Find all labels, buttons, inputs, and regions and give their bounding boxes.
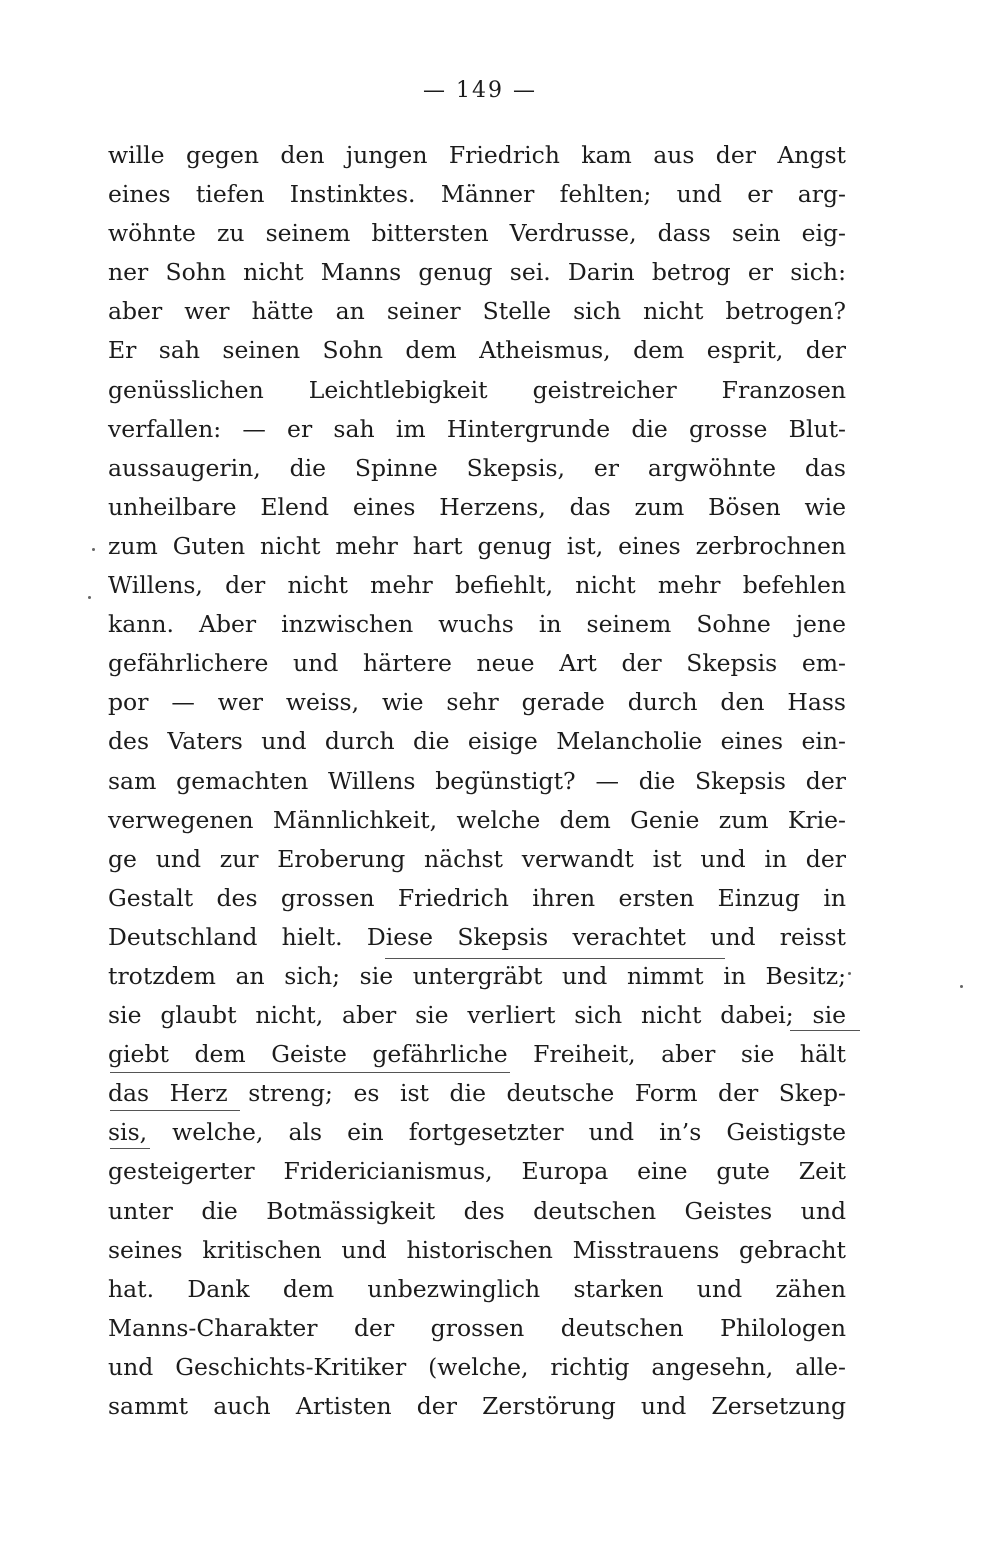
pencil-dot-mark xyxy=(960,985,963,988)
text-line: Deutschland hielt. Diese Skepsis verachtet und reisst xyxy=(108,922,846,951)
text-line: das Herz streng; es ist die deutsche Form der Skep- xyxy=(108,1079,846,1108)
text-line: eines tiefen Instinktes. Männer fehlten; und er arg- xyxy=(108,180,846,209)
text-line: des Vaters und durch die eisige Melancholie eines ein- xyxy=(108,727,846,756)
pencil-dot-mark xyxy=(848,972,851,975)
text-line: verfallen: — er sah im Hintergrunde die grosse Blut- xyxy=(108,414,846,443)
text-line: Gestalt des grossen Friedrich ihren ersten Einzug in xyxy=(108,883,846,912)
text-line: wöhnte zu seinem bittersten Verdrusse, dass sein eig- xyxy=(108,219,846,248)
text-line: hat. Dank dem unbezwinglich starken und zähen xyxy=(108,1274,846,1303)
text-line: unheilbare Elend eines Herzens, das zum Bösen wie xyxy=(108,492,846,521)
pencil-underline-mark xyxy=(110,1110,240,1111)
text-line: verwegenen Männlichkeit, welche dem Genie zum Krie- xyxy=(108,805,846,834)
text-line: ge und zur Eroberung nächst verwandt ist und in der xyxy=(108,844,846,873)
text-line: zum Guten nicht mehr hart genug ist, eines zerbrochnen xyxy=(108,531,846,560)
pencil-underline-mark xyxy=(110,1072,510,1073)
text-line: trotzdem an sich; sie untergräbt und nimmt in Besitz; xyxy=(108,961,846,990)
pencil-dot-mark xyxy=(92,548,95,551)
pencil-underline-mark xyxy=(110,1148,150,1149)
text-line: Willens, der nicht mehr befiehlt, nicht mehr befehlen xyxy=(108,571,846,600)
page-number: — 149 — xyxy=(423,78,537,103)
text-line: Manns-Charakter der grossen deutschen Philologen xyxy=(108,1313,846,1342)
text-line: sam gemachten Willens begünstigt? — die Skepsis der xyxy=(108,766,846,795)
body-text xyxy=(108,136,846,1426)
text-line: ner Sohn nicht Manns genug sei. Darin betrog er sich: xyxy=(108,258,846,287)
text-line: por — wer weiss, wie sehr gerade durch den Hass xyxy=(108,688,846,717)
text-line: und Geschichts-Kritiker (welche, richtig angesehn, alle- xyxy=(108,1352,846,1381)
text-line: sie glaubt nicht, aber sie verliert sich nicht dabei; sie xyxy=(108,1001,846,1030)
text-line: kann. Aber inzwischen wuchs in seinem Sohne jene xyxy=(108,610,846,639)
text-line: aussaugerin, die Spinne Skepsis, er argwöhnte das xyxy=(108,453,846,482)
pencil-dot-mark xyxy=(88,596,91,599)
pencil-underline-mark xyxy=(790,1030,860,1031)
text-line: sammt auch Artisten der Zerstörung und Zersetzung xyxy=(108,1392,846,1420)
text-line: unter die Botmässigkeit des deutschen Geistes und xyxy=(108,1196,846,1225)
text-line: wille gegen den jungen Friedrich kam aus der Angst xyxy=(108,141,846,169)
text-line: genüsslichen Leichtlebigkeit geistreicher Franzosen xyxy=(108,375,846,404)
text-line: seines kritischen und historischen Misstrauens gebracht xyxy=(108,1235,846,1264)
text-line: sis, welche, als ein fortgesetzter und in’s Geistigste xyxy=(108,1118,846,1147)
text-line: Er sah seinen Sohn dem Atheismus, dem esprit, der xyxy=(108,336,846,365)
text-line: gefährlichere und härtere neue Art der Skepsis em- xyxy=(108,649,846,678)
text-line: aber wer hätte an seiner Stelle sich nicht betrogen? xyxy=(108,297,846,326)
text-line: gesteigerter Fridericianismus, Europa eine gute Zeit xyxy=(108,1157,846,1186)
pencil-underline-mark xyxy=(385,958,725,959)
text-line: giebt dem Geiste gefährliche Freiheit, aber sie hält xyxy=(108,1040,846,1069)
